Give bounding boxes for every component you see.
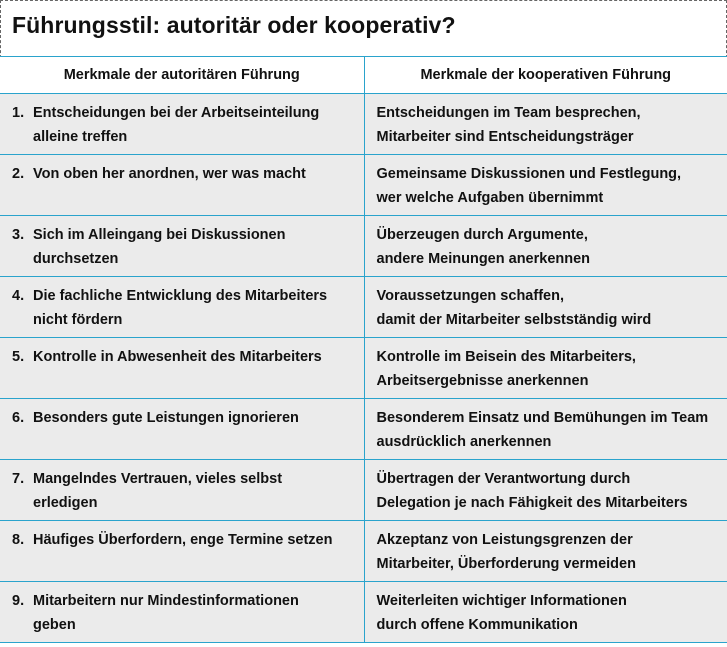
authoritarian-text-line: erledigen [33,495,98,511]
table-row [0,155,727,216]
cooperative-text-line: Weiterleiten wichtiger Informationen [376,593,627,609]
authoritarian-text-line: Häufiges Überfordern, enge Termine setzen [33,532,333,548]
table-row [0,338,727,399]
cell-authoritarian [0,399,364,460]
cell-authoritarian [0,216,364,277]
authoritarian-text-line: Die fachliche Entwicklung des Mitarbeiters [33,288,328,304]
row-number: 6. [12,410,25,426]
cooperative-text-line: Voraussetzungen schaffen, [376,288,564,304]
cooperative-text-line: Überzeugen durch Argumente, [376,227,588,243]
cooperative-text-line: Entscheidungen im Team besprechen, [376,105,641,121]
cell-cooperative [364,277,727,338]
row-number: 5. [12,349,25,365]
header-authoritarian: Merkmale der autoritären Führung [0,57,364,94]
authoritarian-text-line: Von oben her anordnen, wer was macht [33,166,306,182]
authoritarian-text-line: Besonders gute Leistungen ignorieren [33,410,299,426]
cell-authoritarian [0,582,364,643]
row-number: 3. [12,227,25,243]
cell-cooperative [364,521,727,582]
cell-cooperative [364,216,727,277]
table-header-row [0,57,727,94]
cooperative-text-line: andere Meinungen anerkennen [376,251,591,267]
authoritarian-text-line: alleine treffen [33,129,128,145]
cell-cooperative [364,460,727,521]
cooperative-text-line: ausdrücklich anerkennen [376,434,552,450]
table-row [0,399,727,460]
table-row [0,521,727,582]
cooperative-text-line: Arbeitsergebnisse anerkennen [376,373,589,389]
authoritarian-text-line: Mitarbeitern nur Mindestinformationen [33,593,299,609]
cell-authoritarian [0,338,364,399]
row-number: 8. [12,532,25,548]
row-number: 9. [12,593,25,609]
row-number: 1. [12,105,25,121]
table-row [0,582,727,643]
cooperative-text-line: Akzeptanz von Leistungsgrenzen der [376,532,633,548]
authoritarian-text-line: durchsetzen [33,251,119,267]
authoritarian-text-line: nicht fördern [33,312,123,328]
page-title: Führungsstil: autoritär oder kooperativ? [12,12,456,38]
table-row [0,216,727,277]
table-row [0,277,727,338]
row-number: 4. [12,288,25,304]
cooperative-text-line: Delegation je nach Fähigkeit des Mitarbeiters [376,495,688,511]
cell-cooperative [364,582,727,643]
cell-cooperative [364,399,727,460]
cell-authoritarian [0,521,364,582]
authoritarian-text-line: Kontrolle in Abwesenheit des Mitarbeiters [33,349,322,365]
authoritarian-text-line: Sich im Alleingang bei Diskussionen [33,227,286,243]
header-cooperative: Merkmale der kooperativen Führung [364,57,727,94]
row-number: 2. [12,166,25,182]
cell-cooperative [364,338,727,399]
cooperative-text-line: Mitarbeiter, Überforderung vermeiden [376,556,636,572]
cell-authoritarian [0,460,364,521]
cell-cooperative [364,94,727,155]
cell-cooperative [364,155,727,216]
authoritarian-text-line: geben [33,617,76,633]
cooperative-text-line: Gemeinsame Diskussionen und Festlegung, [376,166,682,182]
cooperative-text-line: damit der Mitarbeiter selbstständig wird [376,312,652,328]
row-number: 7. [12,471,25,487]
cooperative-text-line: Besonderem Einsatz und Bemühungen im Team [376,410,709,426]
cooperative-text-line: Kontrolle im Beisein des Mitarbeiters, [376,349,636,365]
cell-authoritarian [0,94,364,155]
table-row [0,94,727,155]
authoritarian-text-line: Entscheidungen bei der Arbeitseinteilung [33,105,320,121]
cooperative-text-line: durch offene Kommunikation [376,617,578,633]
table-row [0,460,727,521]
cooperative-text-line: Übertragen der Verantwortung durch [376,471,631,487]
cell-authoritarian [0,155,364,216]
cooperative-text-line: wer welche Aufgaben übernimmt [376,190,604,206]
comparison-table [0,56,727,643]
cooperative-text-line: Mitarbeiter sind Entscheidungsträger [376,129,634,145]
cell-authoritarian [0,277,364,338]
authoritarian-text-line: Mangelndes Vertrauen, vieles selbst [33,471,283,487]
